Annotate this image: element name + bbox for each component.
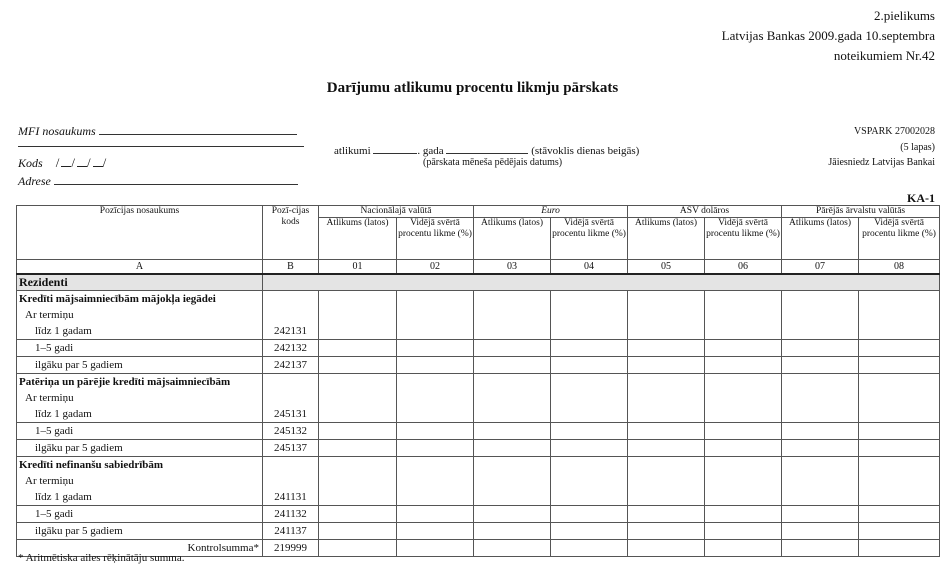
value-cell[interactable] <box>551 506 628 523</box>
section-title: Rezidenti <box>17 274 263 291</box>
year-label: . gada <box>417 145 444 157</box>
value-cell[interactable] <box>551 291 628 308</box>
value-cell[interactable] <box>397 457 474 474</box>
row-label: Ar termiņu <box>17 473 263 489</box>
row-code: 241131 <box>263 489 319 506</box>
table-row <box>17 323 940 340</box>
value-cell[interactable] <box>551 457 628 474</box>
group-title-row <box>17 374 940 391</box>
row-code: 241137 <box>263 523 319 540</box>
row-label: 1–5 gadi <box>17 423 263 440</box>
page-count: (5 lapas) <box>900 142 935 153</box>
value-cell[interactable] <box>705 374 782 391</box>
row-label: Ar termiņu <box>17 307 263 323</box>
value-cell[interactable] <box>397 423 474 440</box>
date-hint: (pārskata mēneša pēdējais datums) <box>423 157 563 168</box>
value-cell[interactable] <box>628 440 705 457</box>
row-code: 219999 <box>263 540 319 557</box>
value-cell[interactable] <box>782 340 859 357</box>
vspark-code: VSPARK 27002028 <box>853 126 935 137</box>
header-currency-euro: Euro <box>474 206 628 218</box>
value-cell[interactable] <box>859 473 940 489</box>
header-rate: Vidējā svērtā procentu likme (%) <box>859 218 940 260</box>
row-code: 245131 <box>263 406 319 423</box>
row-label: Kontrolsumma* <box>17 540 263 557</box>
status-label: (stāvoklis dienas beigās) <box>531 145 640 157</box>
value-cell[interactable] <box>782 506 859 523</box>
value-cell[interactable] <box>782 523 859 540</box>
value-cell[interactable] <box>319 390 397 406</box>
year-input-line[interactable] <box>373 141 417 154</box>
header-balance: Atlikums (latos) <box>628 218 705 260</box>
value-cell[interactable] <box>859 523 940 540</box>
value-cell[interactable] <box>319 523 397 540</box>
value-cell[interactable] <box>782 473 859 489</box>
table-row <box>17 489 940 506</box>
value-cell[interactable] <box>705 307 782 323</box>
value-cell[interactable] <box>705 489 782 506</box>
value-cell[interactable] <box>474 489 551 506</box>
header-rate: Vidējā svērtā procentu likme (%) <box>397 218 474 260</box>
value-cell[interactable] <box>782 323 859 340</box>
value-cell[interactable] <box>782 307 859 323</box>
address-label: Adrese <box>18 174 51 188</box>
value-cell[interactable] <box>705 423 782 440</box>
value-cell[interactable] <box>628 340 705 357</box>
code-box[interactable] <box>93 154 103 167</box>
value-cell[interactable] <box>397 390 474 406</box>
header-balance: Atlikums (latos) <box>474 218 551 260</box>
table-row <box>17 523 940 540</box>
value-cell[interactable] <box>628 323 705 340</box>
row-code <box>263 390 319 406</box>
value-cell[interactable] <box>474 390 551 406</box>
value-cell[interactable] <box>705 406 782 423</box>
value-cell[interactable] <box>397 489 474 506</box>
group-title-row <box>17 457 940 474</box>
value-cell[interactable] <box>859 291 940 308</box>
row-code <box>263 457 319 474</box>
code-box[interactable] <box>61 154 71 167</box>
value-cell[interactable] <box>705 440 782 457</box>
value-cell[interactable] <box>782 374 859 391</box>
value-cell[interactable] <box>551 523 628 540</box>
value-cell[interactable] <box>782 540 859 557</box>
table-row <box>17 340 940 357</box>
value-cell[interactable] <box>782 406 859 423</box>
value-cell[interactable] <box>782 291 859 308</box>
value-cell[interactable] <box>551 473 628 489</box>
column-letter: B <box>263 260 319 275</box>
column-letter: 02 <box>397 260 474 275</box>
date-input-line[interactable] <box>446 141 528 154</box>
section-row-residents <box>17 274 940 291</box>
value-cell[interactable] <box>319 473 397 489</box>
value-cell[interactable] <box>319 506 397 523</box>
value-cell[interactable] <box>319 489 397 506</box>
column-letter: A <box>17 260 263 275</box>
footnote: * Aritmētiska ailes rēķinātāju summa. <box>18 552 185 564</box>
column-letter: 05 <box>628 260 705 275</box>
value-cell[interactable] <box>397 291 474 308</box>
value-cell[interactable] <box>628 473 705 489</box>
value-cell[interactable] <box>859 540 940 557</box>
row-label: ilgāku par 5 gadiem <box>17 523 263 540</box>
row-label: Kredīti mājsaimniecībām mājokļa iegādei <box>17 291 263 308</box>
column-letter: 04 <box>551 260 628 275</box>
row-label: līdz 1 gadam <box>17 489 263 506</box>
row-code <box>263 307 319 323</box>
header-currency-usd: ASV dolāros <box>628 206 782 218</box>
value-cell[interactable] <box>474 523 551 540</box>
header-rate: Vidējā svērtā procentu likme (%) <box>705 218 782 260</box>
value-cell[interactable] <box>474 291 551 308</box>
value-cell[interactable] <box>628 291 705 308</box>
group-title-row <box>17 291 940 308</box>
row-code: 242132 <box>263 340 319 357</box>
value-cell[interactable] <box>319 323 397 340</box>
reporting-date-line <box>334 141 639 157</box>
value-cell[interactable] <box>474 307 551 323</box>
code-box-separator: / <box>102 155 107 170</box>
value-cell[interactable] <box>319 540 397 557</box>
column-letter: 01 <box>319 260 397 275</box>
value-cell[interactable] <box>397 506 474 523</box>
value-cell[interactable] <box>705 457 782 474</box>
section-fill <box>263 274 940 291</box>
value-cell[interactable] <box>859 506 940 523</box>
value-cell[interactable] <box>474 406 551 423</box>
value-cell[interactable] <box>474 457 551 474</box>
value-cell[interactable] <box>705 340 782 357</box>
value-cell[interactable] <box>397 440 474 457</box>
value-cell[interactable] <box>397 374 474 391</box>
value-cell[interactable] <box>551 357 628 374</box>
value-cell[interactable] <box>474 506 551 523</box>
value-cell[interactable] <box>628 540 705 557</box>
value-cell[interactable] <box>319 307 397 323</box>
value-cell[interactable] <box>859 340 940 357</box>
value-cell[interactable] <box>319 423 397 440</box>
balances-label: atlikumi <box>334 145 371 157</box>
document-title: Darījumu atlikumu procentu likmju pārskats <box>326 80 619 96</box>
code-box[interactable] <box>77 154 87 167</box>
value-cell[interactable] <box>319 357 397 374</box>
value-cell[interactable] <box>319 340 397 357</box>
header-position-code: Pozī-cijas kods <box>263 206 319 260</box>
row-label: ilgāku par 5 gadiem <box>17 440 263 457</box>
value-cell[interactable] <box>859 357 940 374</box>
value-cell[interactable] <box>628 506 705 523</box>
value-cell[interactable] <box>319 374 397 391</box>
value-cell[interactable] <box>319 440 397 457</box>
value-cell[interactable] <box>782 440 859 457</box>
value-cell[interactable] <box>782 489 859 506</box>
row-code <box>263 291 319 308</box>
group-subtitle-row <box>17 390 940 406</box>
table-row <box>17 506 940 523</box>
value-cell[interactable] <box>474 323 551 340</box>
row-code: 245137 <box>263 440 319 457</box>
value-cell[interactable] <box>551 489 628 506</box>
value-cell[interactable] <box>705 506 782 523</box>
value-cell[interactable] <box>551 323 628 340</box>
value-cell[interactable] <box>551 540 628 557</box>
row-code <box>263 473 319 489</box>
value-cell[interactable] <box>397 523 474 540</box>
column-letter: 07 <box>782 260 859 275</box>
header-row-currencies <box>17 206 940 218</box>
header-currency-national: Nacionālajā valūtā <box>319 206 474 218</box>
code-field[interactable] <box>18 154 106 171</box>
value-cell[interactable] <box>551 307 628 323</box>
value-cell[interactable] <box>859 457 940 474</box>
value-cell[interactable] <box>859 323 940 340</box>
value-cell[interactable] <box>397 307 474 323</box>
value-cell[interactable] <box>859 307 940 323</box>
value-cell[interactable] <box>705 357 782 374</box>
header-balance: Atlikums (latos) <box>782 218 859 260</box>
header-row-letters <box>17 260 940 275</box>
value-cell[interactable] <box>859 390 940 406</box>
value-cell[interactable] <box>859 489 940 506</box>
code-box-separator: / <box>55 155 60 170</box>
value-cell[interactable] <box>705 390 782 406</box>
row-code: 242131 <box>263 323 319 340</box>
value-cell[interactable] <box>474 473 551 489</box>
row-label: Kredīti nefinanšu sabiedrībām <box>17 457 263 474</box>
value-cell[interactable] <box>628 307 705 323</box>
value-cell[interactable] <box>859 423 940 440</box>
value-cell[interactable] <box>551 374 628 391</box>
row-code: 245132 <box>263 423 319 440</box>
table-body <box>17 291 940 557</box>
value-cell[interactable] <box>397 357 474 374</box>
value-cell[interactable] <box>782 390 859 406</box>
value-cell[interactable] <box>551 340 628 357</box>
appendix-line-3: noteikumiem Nr.42 <box>833 48 935 63</box>
mfi-name-line[interactable] <box>99 122 297 135</box>
header-rate: Vidējā svērtā procentu likme (%) <box>551 218 628 260</box>
value-cell[interactable] <box>319 291 397 308</box>
value-cell[interactable] <box>474 340 551 357</box>
row-label: 1–5 gadi <box>17 506 263 523</box>
header-balance: Atlikums (latos) <box>319 218 397 260</box>
value-cell[interactable] <box>859 440 940 457</box>
value-cell[interactable] <box>474 374 551 391</box>
column-letter: 03 <box>474 260 551 275</box>
row-code: 241132 <box>263 506 319 523</box>
group-subtitle-row <box>17 473 940 489</box>
address-field[interactable] <box>18 172 298 189</box>
value-cell[interactable] <box>551 423 628 440</box>
value-cell[interactable] <box>628 374 705 391</box>
value-cell[interactable] <box>782 357 859 374</box>
row-label: līdz 1 gadam <box>17 323 263 340</box>
value-cell[interactable] <box>628 423 705 440</box>
value-cell[interactable] <box>551 440 628 457</box>
row-label: 1–5 gadi <box>17 340 263 357</box>
value-cell[interactable] <box>551 390 628 406</box>
value-cell[interactable] <box>474 440 551 457</box>
mfi-name-label: MFI nosaukums <box>18 124 96 138</box>
value-cell[interactable] <box>705 473 782 489</box>
row-label: ilgāku par 5 gadiem <box>17 357 263 374</box>
value-cell[interactable] <box>397 323 474 340</box>
report-table <box>16 205 940 557</box>
address-line[interactable] <box>54 172 298 185</box>
value-cell[interactable] <box>859 374 940 391</box>
value-cell[interactable] <box>628 457 705 474</box>
value-cell[interactable] <box>628 406 705 423</box>
value-cell[interactable] <box>705 291 782 308</box>
group-subtitle-row <box>17 307 940 323</box>
form-code: KA-1 <box>907 191 935 205</box>
value-cell[interactable] <box>628 489 705 506</box>
code-box-separator: / <box>86 155 91 170</box>
column-letter: 08 <box>859 260 940 275</box>
table-row <box>17 357 940 374</box>
value-cell[interactable] <box>551 406 628 423</box>
row-label: Ar termiņu <box>17 390 263 406</box>
header-position-name: Pozīcijas nosaukums <box>17 206 263 260</box>
value-cell[interactable] <box>782 457 859 474</box>
code-box-separator: / <box>71 155 75 170</box>
appendix-line-2: Latvijas Bankas 2009.gada 10.septembra <box>721 28 935 43</box>
row-code <box>263 374 319 391</box>
header-currency-other: Pārējās ārvalstu valūtās <box>782 206 940 218</box>
mfi-name-field[interactable] <box>18 122 297 139</box>
value-cell[interactable] <box>628 357 705 374</box>
value-cell[interactable] <box>397 473 474 489</box>
table-row <box>17 423 940 440</box>
value-cell[interactable] <box>397 540 474 557</box>
value-cell[interactable] <box>782 423 859 440</box>
table-row <box>17 440 940 457</box>
value-cell[interactable] <box>319 406 397 423</box>
value-cell[interactable] <box>319 457 397 474</box>
appendix-line-1: 2.pielikums <box>873 8 935 23</box>
value-cell[interactable] <box>474 357 551 374</box>
value-cell[interactable] <box>705 523 782 540</box>
column-letter: 06 <box>705 260 782 275</box>
mfi-name-line-2[interactable] <box>18 146 304 147</box>
value-cell[interactable] <box>859 406 940 423</box>
value-cell[interactable] <box>474 423 551 440</box>
value-cell[interactable] <box>705 540 782 557</box>
value-cell[interactable] <box>628 390 705 406</box>
code-label: Kods <box>18 156 43 170</box>
table-row <box>17 406 940 423</box>
row-code: 242137 <box>263 357 319 374</box>
submit-to: Jāiesniedz Latvijas Bankai <box>828 157 935 168</box>
value-cell[interactable] <box>628 523 705 540</box>
value-cell[interactable] <box>397 340 474 357</box>
value-cell[interactable] <box>474 540 551 557</box>
row-label: līdz 1 gadam <box>17 406 263 423</box>
value-cell[interactable] <box>397 406 474 423</box>
row-label: Patēriņa un pārējie kredīti mājsaimniecībām <box>17 374 263 391</box>
value-cell[interactable] <box>705 323 782 340</box>
